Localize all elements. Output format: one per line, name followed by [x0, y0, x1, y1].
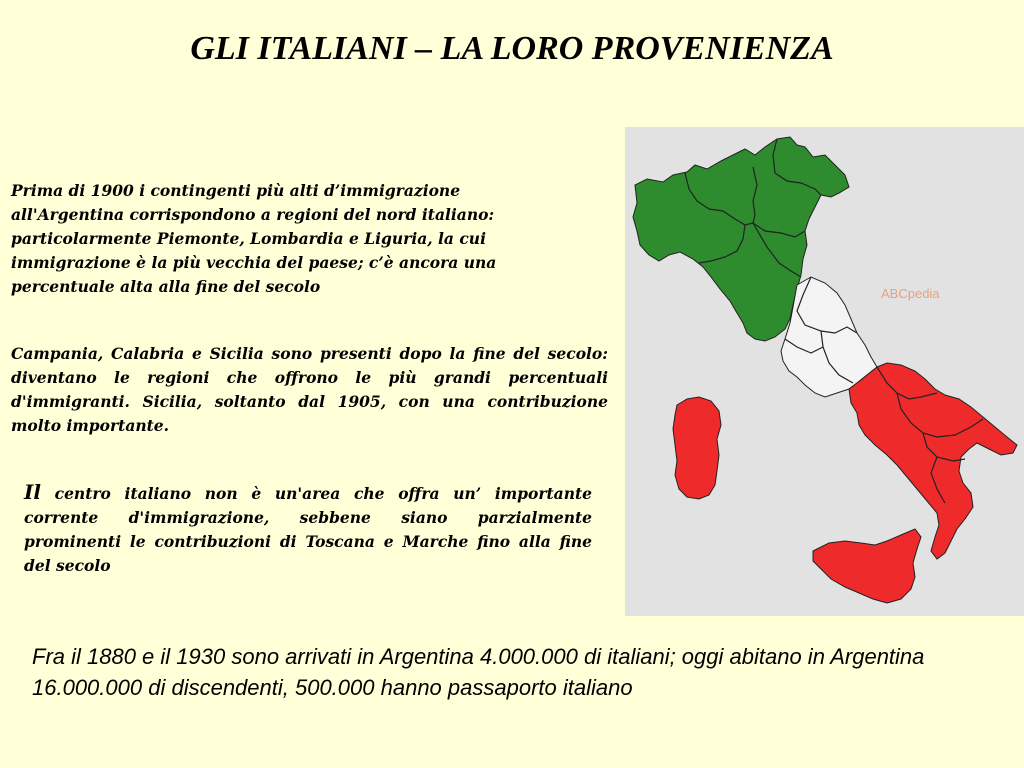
map-region-sicily: [813, 529, 921, 603]
italy-map-graphic: [625, 127, 1024, 616]
paragraph-line: particolarmente Piemonte, Lombardia e Liguria, la cui: [11, 229, 486, 248]
paragraph-line: all'Argentina corrispondono a regioni del nord italiano:: [11, 205, 495, 224]
map-watermark: ABCpedia: [881, 286, 940, 301]
paragraph-center-immigration: [24, 480, 592, 578]
footer-statistic: Fra il 1880 e il 1930 sono arrivati in Argentina 4.000.000 di italiani; oggi abitano in Argentina 16.000.000 di discendenti, 500.000 hanno passaporto italiano: [32, 644, 925, 700]
paragraph-south-immigration: Campania, Calabria e Sicilia sono presenti dopo la fine del secolo: diventano le regioni che offrono le più grandi percentuali d'immigranti. Sicilia, soltanto dal 1905, con una contribuzione molto importante.: [11, 344, 608, 435]
map-region-south: [849, 363, 1017, 559]
slide-title: GLI ITALIANI – LA LORO PROVENIENZA: [190, 30, 834, 67]
italy-map: [625, 127, 1024, 616]
paragraph-rest: centro italiano non è un'area che offra un’ importante corrente d'immigrazione, sebbene siano parzialmente prominenti le contribuzioni di Toscana e Marche fino alla fine del secolo: [24, 484, 592, 575]
paragraph-first-word: Il: [24, 480, 41, 504]
map-region-sardinia: [673, 397, 721, 499]
paragraph-line: Prima di 1900 i contingenti più alti d’immigrazione: [11, 181, 461, 200]
paragraph-line: immigrazione è la più vecchia del paese; c’è ancora una: [11, 253, 497, 272]
paragraph-north-immigration: [11, 179, 611, 299]
paragraph-line: percentuale alta alla fine del secolo: [11, 277, 321, 296]
